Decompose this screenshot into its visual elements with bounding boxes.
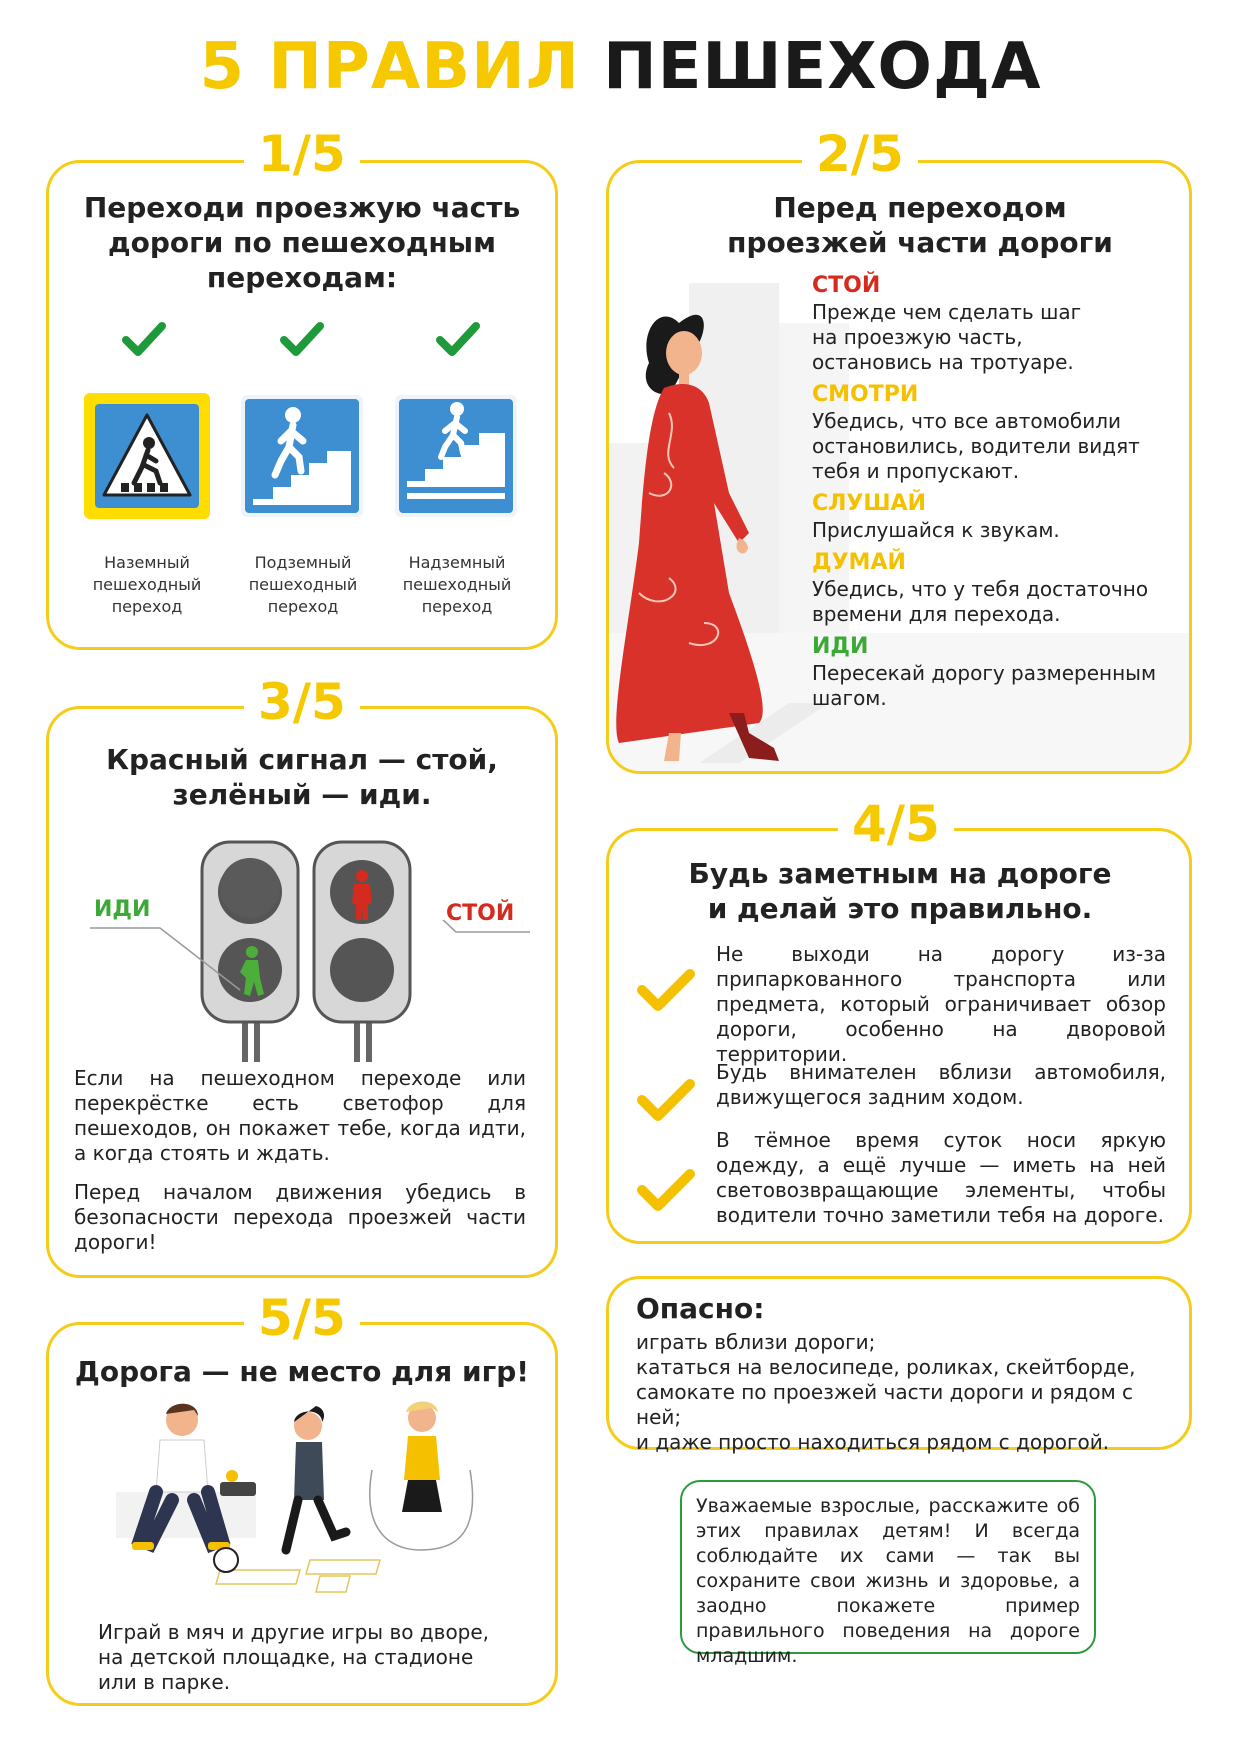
rule5-heading: Дорога — не место для игр! <box>74 1355 530 1388</box>
check-icon <box>636 1166 696 1216</box>
adults-note <box>680 1480 1096 1667</box>
pointer-lines <box>90 920 530 1000</box>
step-listen: СЛУШАЙ Прислушайся к звукам. <box>812 491 1060 542</box>
danger-list: играть вблизи дороги; кататься на велосипеде, роликах, скейтборде, самокате по проезжей части дороги и рядом с ней; и даже просто находиться рядом с дорогой. <box>636 1330 1136 1454</box>
rule1-number: 1/5 <box>244 127 360 181</box>
check-icon <box>636 1076 696 1126</box>
label-go: ИДИ <box>94 897 151 922</box>
title-part1: 5 ПРАВИЛ <box>199 30 580 104</box>
rule4-heading: Будь заметным на дороге и делай это правильно. <box>688 857 1112 925</box>
rule3-number: 3/5 <box>244 675 360 729</box>
check-icon <box>636 966 696 1016</box>
sign-caption: Надземный пешеходный переход <box>402 553 512 616</box>
pedestrian-crossing-sign-icon <box>84 393 210 519</box>
rule4-item-2: Будь внимателен вблизи автомобиля, движущегося задним ходом. <box>716 1060 1166 1109</box>
adults-note-text: Уважаемые взрослые, расскажите об этих правилах детям! И всегда соблюдайте их сами — так вы сохраните свои жизнь и здоровье, а заодно покажете пример правильного поведения на дороге младшим. <box>696 1495 1080 1667</box>
step-think: ДУМАЙ Убедись, что у тебя достаточно времени для перехода. <box>812 550 1149 626</box>
underground-crossing-sign-icon <box>241 395 363 517</box>
check-icon <box>280 320 324 360</box>
rule1-heading: Переходи проезжую часть дороги по пешеходным переходам: <box>83 191 521 294</box>
rule3-heading: Красный сигнал — стой, зелёный — иди. <box>106 743 498 811</box>
step-stop: СТОЙ Прежде чем сделать шаг на проезжую часть, остановись на тротуаре. <box>812 273 1082 374</box>
step-go: ИДИ Пересекай дорогу размеренным шагом. <box>812 634 1157 710</box>
page-title <box>0 30 1241 104</box>
rule4-item-3: В тёмное время суток носи яркую одежду, а ещё лучше — иметь на ней световозвращающие элементы, чтобы водители точно заметили тебя на дороге. <box>716 1128 1166 1227</box>
sign-caption: Подземный пешеходный переход <box>248 553 358 616</box>
walking-woman-illustration <box>609 293 809 763</box>
rule2-number: 2/5 <box>802 127 918 181</box>
title-part2: ПЕШЕХОДА <box>603 30 1042 104</box>
label-stop: СТОЙ <box>446 901 515 926</box>
sign-caption: Наземный пешеходный переход <box>92 553 202 616</box>
rule3-paragraph-1: Если на пешеходном переходе или перекрёстке есть светофор для пешеходов, он покажет тебе, когда идти, а когда стоять и ждать. <box>74 1066 526 1165</box>
rule5-text: Играй в мяч и другие игры во дворе, на детской площадке, на стадионе или в парке. <box>98 1620 490 1694</box>
check-icon <box>122 320 166 360</box>
rule4-item-1: Не выходи на дорогу из-за припаркованного транспорта или предмета, который ограничивает обзор дороги, особенно на дворовой территории. <box>716 942 1166 1066</box>
rule4-number: 4/5 <box>838 797 954 851</box>
step-look: СМОТРИ Убедись, что все автомобили остановились, водители видят тебя и пропускают. <box>812 382 1140 483</box>
danger-heading: Опасно: <box>636 1292 765 1325</box>
rule2-steps <box>812 272 1182 711</box>
rule3-paragraph-2: Перед началом движения убедись в безопасности перехода проезжей части дороги! <box>74 1180 526 1254</box>
check-icon <box>436 320 480 360</box>
rule5-number: 5/5 <box>244 1291 360 1345</box>
rule2-heading: Перед переходом проезжей части дороги <box>727 191 1113 259</box>
overhead-crossing-sign-icon <box>395 395 517 517</box>
kids-playing-illustration <box>110 1400 510 1600</box>
